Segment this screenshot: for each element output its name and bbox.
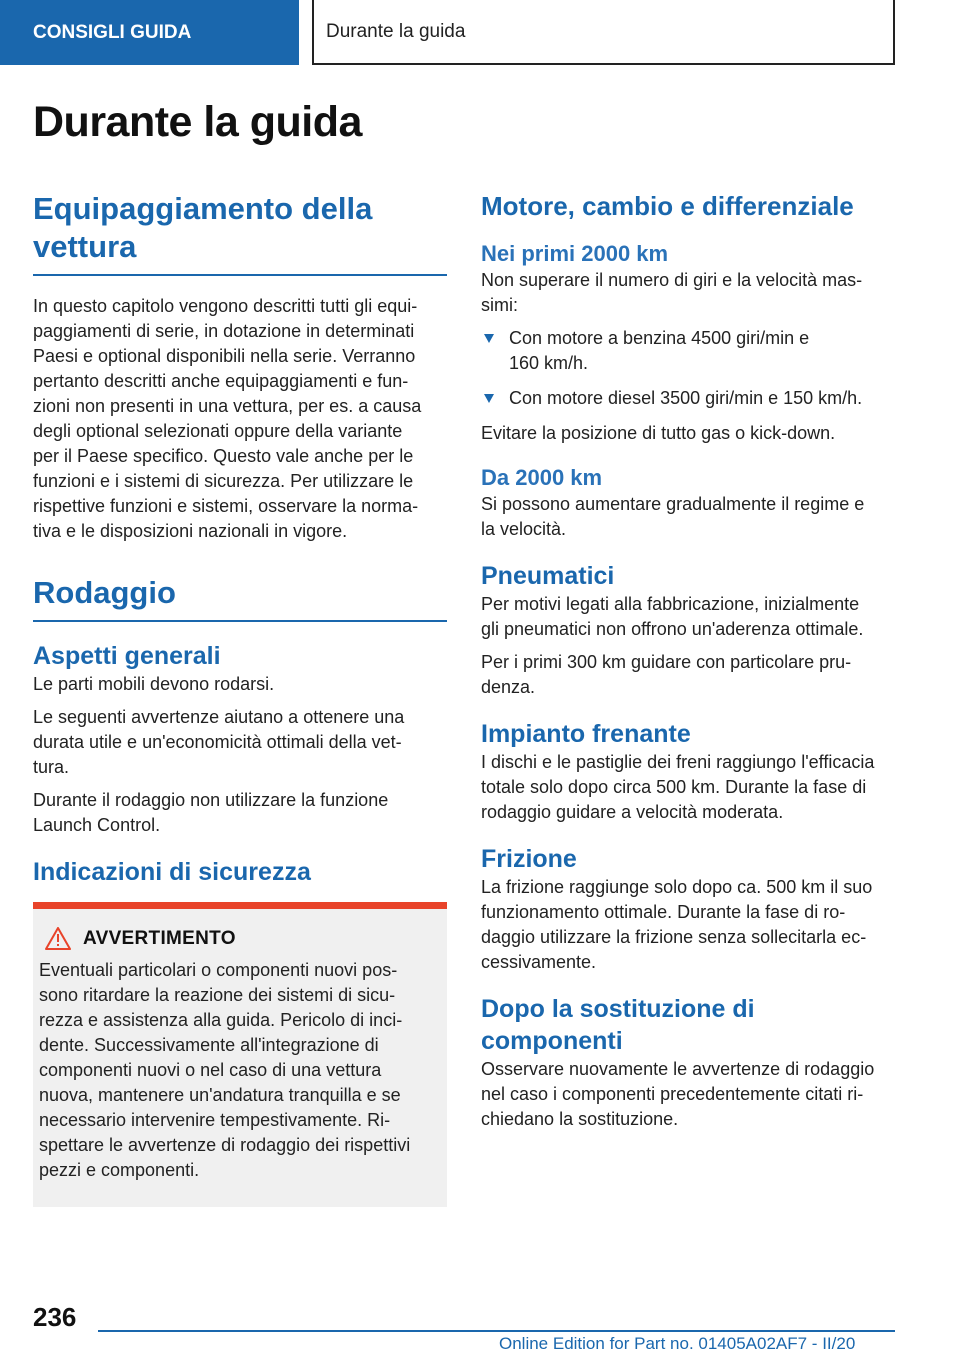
motore-heading: Motore, cambio e differenziale xyxy=(481,191,854,221)
text-line: chiedano la sostituzione. xyxy=(481,1109,679,1129)
text-line: nuova, mantenere un'andatura tranquilla e se xyxy=(39,1085,401,1105)
footer-edition: Online Edition for Part no. 01405A02AF7 - II/20 xyxy=(499,1334,856,1353)
sicurezza-heading: Indicazioni di sicurezza xyxy=(33,858,311,886)
pneumatici-heading: Pneumatici xyxy=(481,562,615,590)
text-line: necessario intervenire tempestivamente. Ri- xyxy=(39,1110,391,1130)
warning-box xyxy=(33,902,447,1207)
text-line: funzionamento ottimale. Durante la fase di ro- xyxy=(481,902,846,922)
text-line: Evitare la posizione di tutto gas o kick-down. xyxy=(481,423,836,443)
text-line: pezzi e componenti. xyxy=(39,1160,200,1180)
triangle-bullet-icon xyxy=(484,334,494,343)
text-line: tiva e le disposizioni nazionali in vigore. xyxy=(33,521,348,541)
page-title: Durante la guida xyxy=(33,98,362,146)
da-heading: Da 2000 km xyxy=(481,465,603,490)
text-line: durata utile e un'economicità ottimali della vet- xyxy=(33,732,402,752)
equipment-text xyxy=(33,294,447,544)
frizione-text xyxy=(481,875,895,975)
text-line: la velocità. xyxy=(481,519,567,539)
text-line: totale solo dopo circa 500 km. Durante la fase di xyxy=(481,777,867,797)
text-line: Con motore a benzina 4500 giri/min e xyxy=(509,328,810,348)
impianto-text xyxy=(481,750,895,825)
text-line: componenti nuovi o nel caso di una vettura xyxy=(39,1060,382,1080)
text-line: cessivamente. xyxy=(481,952,597,972)
text-line: I dischi e le pastiglie dei freni raggiungo l'efficacia xyxy=(481,752,875,772)
text-line: per il Paese specifico. Questo vale anche per le xyxy=(33,446,414,466)
header-section-label: CONSIGLI GUIDA xyxy=(33,21,192,43)
frizione-heading: Frizione xyxy=(481,845,577,873)
dopo-text xyxy=(481,1057,895,1132)
da-text xyxy=(481,492,895,542)
dopo-heading: Dopo la sostituzione di componenti xyxy=(481,995,755,1055)
text-line: sono ritardare la reazione dei sistemi di sicu- xyxy=(39,985,396,1005)
header-section-tab xyxy=(0,0,299,65)
text-line: daggio utilizzare la frizione senza sollecitarla ec- xyxy=(481,927,867,947)
text-line: dente. Successivamente all'integrazione di xyxy=(39,1035,379,1055)
text-line: Per i primi 300 km guidare con particolare pru- xyxy=(481,652,852,672)
text-line: Le seguenti avvertenze aiutano a ottenere una xyxy=(33,707,405,727)
header-title-box xyxy=(312,0,895,65)
text-line: Osservare nuovamente le avvertenze di rodaggio xyxy=(481,1059,875,1079)
rodaggio-heading: Rodaggio xyxy=(33,574,447,622)
text-line: La frizione raggiunge solo dopo ca. 500 km il suo xyxy=(481,877,873,897)
text-line: In questo capitolo vengono descritti tutti gli equi- xyxy=(33,296,418,316)
pneumatici-text-1 xyxy=(481,592,895,642)
text-line: denza. xyxy=(481,677,536,697)
text-line: Durante il rodaggio non utilizzare la funzione xyxy=(33,790,389,810)
text-line: rispettive funzioni e sistemi, osservare la norma- xyxy=(33,496,419,516)
triangle-bullet-icon xyxy=(484,394,494,403)
primi-text xyxy=(481,268,895,318)
warning-title: AVVERTIMENTO xyxy=(83,927,236,949)
page-number: 236 xyxy=(33,1302,77,1332)
text-line: paggiamenti di serie, in dotazione in determinati xyxy=(33,321,415,341)
text-line: rezza e assistenza alla guida. Pericolo di inci- xyxy=(39,1010,403,1030)
text-line: tura. xyxy=(33,757,70,777)
evitare-text xyxy=(481,421,895,446)
right-column xyxy=(481,190,895,1132)
text-line: gli pneumatici non offrono un'aderenza ottimale. xyxy=(481,619,864,639)
impianto-heading: Impianto frenante xyxy=(481,720,691,748)
text-line: pertanto descritti anche equipaggiamenti e fun- xyxy=(33,371,409,391)
aspetti-text-3 xyxy=(33,788,447,838)
text-line: rodaggio guidare a velocità moderata. xyxy=(481,802,784,822)
text-line: Eventuali particolari o componenti nuovi pos- xyxy=(39,960,398,980)
footer-divider xyxy=(98,1330,895,1332)
warning-triangle-icon xyxy=(45,927,71,950)
list-item xyxy=(481,386,895,411)
left-column xyxy=(33,190,447,1207)
text-line: 160 km/h. xyxy=(509,353,589,373)
equipment-heading: Equipaggiamento della vettura xyxy=(33,190,447,276)
aspetti-text-1 xyxy=(33,672,447,697)
pneumatici-text-2 xyxy=(481,650,895,700)
text-line: zioni non presenti in una vettura, per es. a causa xyxy=(33,396,422,416)
text-line: Le parti mobili devono rodarsi. xyxy=(33,674,275,694)
text-line: Non superare il numero di giri e la velocità mas- xyxy=(481,270,863,290)
list-item-text xyxy=(509,388,862,408)
list-item-text xyxy=(509,328,809,373)
warning-text xyxy=(39,958,441,1183)
text-line: Launch Control. xyxy=(33,815,161,835)
limits-list xyxy=(481,326,895,411)
text-line: nel caso i componenti precedentemente citati ri- xyxy=(481,1084,864,1104)
text-line: funzioni e i sistemi di sicurezza. Per utilizzare le xyxy=(33,471,414,491)
aspetti-text-2 xyxy=(33,705,447,780)
header-title: Durante la guida xyxy=(326,20,466,42)
text-line: simi: xyxy=(481,295,518,315)
text-line: Per motivi legati alla fabbricazione, inizialmente xyxy=(481,594,860,614)
aspetti-heading: Aspetti generali xyxy=(33,642,221,670)
text-line: degli optional selezionati oppure della variante xyxy=(33,421,403,441)
text-line: Paesi e optional disponibili nella serie. Verranno xyxy=(33,346,416,366)
primi-heading: Nei primi 2000 km xyxy=(481,241,669,266)
list-item xyxy=(481,326,895,376)
text-line: Con motore diesel 3500 giri/min e 150 km/h. xyxy=(509,388,863,408)
text-line: spettare le avvertenze di rodaggio dei rispettivi xyxy=(39,1135,411,1155)
text-line: Si possono aumentare gradualmente il regime e xyxy=(481,494,865,514)
